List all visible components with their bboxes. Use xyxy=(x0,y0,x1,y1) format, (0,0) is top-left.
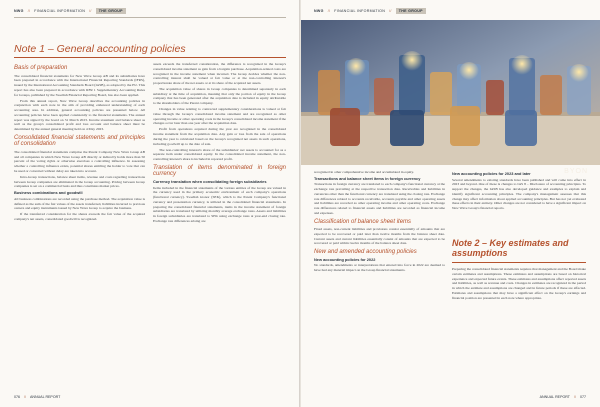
heading-2022-policies: New accounting policies for 2022 xyxy=(314,256,376,262)
spine-gutter xyxy=(299,0,301,407)
header-active-section: THE GROUP xyxy=(96,8,126,14)
paragraph: recognized in other comprehensive income and accumulated in equity. xyxy=(314,170,414,174)
paragraph: No standards, amendments or interpretations that entered into force in 2022 are deemed to have had any material impact on the Group financial statements. xyxy=(314,263,445,273)
heading-new-amended: New and amended accounting policies xyxy=(314,249,417,256)
paragraph: assets exceeds the transferred consideration, the difference is recognized in the Group's consolidated income statement as gain from a bargain purchase. Acquisition-related costs are recognized in the income statement when incurred. The Group decides whether the non-controlling interest shall be valued at fair value or at the non-controlling interest's proportionate share of the net assets or at its share of the acquired net assets. xyxy=(153,62,286,85)
paragraph: Several amendments to existing standards have been published and will come into effect in 2023 and beyond. One of these is changes to IAS 8 – Disclosure of accounting principles. To support the changes, the IASB has also developed guidance and examples to explain and identify significant accounting principles. The company's management assesses that this change may affect information about applied accounting principles. But has not yet evaluated these effects in their entirety. Other changes are not considered to have a significant impact on New Wave Group's financial reports. xyxy=(452,177,586,211)
paragraph: The acquisition value of shares in Group companies is determined separately in each subsidiary at the time of acquisition, meaning that only the portion of equity in the Group company that has been generated after the acquisition date is included in equity attributable to the shareholders of the Parent company. xyxy=(153,86,286,106)
header-brand: NWG xyxy=(14,9,24,13)
paragraph: Items included in the financial statements of the various entities of the Group are valued in the currency used in the primary economic environment of each company's operations (functional currency). Swedish kronor (SEK), which is the Parent Company's functional currency and presentation currency, is utilized in the consolidated financial statements. In preparing the consolidated financial statements, items in the income statement of foreign subsidiaries are translated by utilizing monthly average exchange rates. Assets and liabilities in foreign subsidiaries are translated to SEK using exchange rates at year-end closing rate. Exchange rate differences arising are xyxy=(153,185,286,223)
heading-translation: Translation of items denominated in foreign currency xyxy=(153,164,286,178)
heading-currency-translation: Currency translation when consolidating foreign subsidiaries xyxy=(153,178,267,184)
title-rule xyxy=(452,262,586,263)
page-number: 077 xyxy=(580,395,586,399)
header-section: FINANCIAL INFORMATION xyxy=(34,9,86,13)
title-rule xyxy=(14,57,286,58)
paragraph: The consolidated financial statements for New Wave Group AB and its subsidiaries have been prepared in accordance with the International Financial Reporting Standards (IFRS), issued by the International Accounting Standards Board (IASB), as adopted by the EU. This report has also been prepared in accordance with RFR 1 Supplementary Accounting Rules for Groups, published by the Swedish Financial Reporting Board, has also been applied. xyxy=(14,73,145,97)
note-2-body xyxy=(452,267,586,301)
heading-business: Business combinations and goodwill xyxy=(14,190,83,196)
header-section: FINANCIAL INFORMATION xyxy=(334,9,386,13)
header-rule xyxy=(14,17,286,18)
header-active-section: THE GROUP xyxy=(396,8,426,14)
left-page-footer: 076 // ANNUAL REPORT xyxy=(14,395,61,399)
footer-label: ANNUAL REPORT xyxy=(30,395,61,399)
paragraph: Profit from operations acquired during the year are recognized in the consolidated income statement from the acquisition date. Any gain or loss from the sale of operations during the year is calculated based on the Group's recognized net assets in such operations, including goodwill up to the date of sale. xyxy=(153,127,286,146)
right-page-footer: ANNUAL REPORT // 077 xyxy=(539,395,586,399)
candle-glassware-photo xyxy=(300,20,600,165)
header-brand: NWG xyxy=(314,9,324,13)
note-2-title: Note 2 – Key estimates and assumptions xyxy=(452,238,569,258)
paragraph: Changes in value relating to contracted supplementary considerations is valued at fair value through the Group's consolidated income statement and are recognized as other operating income or other operating costs in the Group's consolidated income statement if the changes occur later than one year after the acquisition date. xyxy=(153,107,286,126)
right-page-header: NWG // FINANCIAL INFORMATION // THE GROUP xyxy=(314,7,586,15)
paragraph: From this annual report, New Wave Group describes the accounting policies in conjunction with each note in the aim of providing enhanced understanding of each accounting area. In addition, general accounting policies are presented below. All accounting policies have been applied consistently to the financial statements. The annual report was signed by the board on 31 March 2023. Income statement and balance sheet as well as the group's consolidated profit and loss account and balance sheet must be determined by the annual general meeting held on 4 May 2023. xyxy=(14,98,145,132)
heading-2023-policies: New accounting policies for 2023 and later xyxy=(452,171,531,176)
heading-consolidated: Consolidated financial statements and principles of consolidation xyxy=(14,134,145,148)
paragraph: The non-controlling interest's share of the subsidiaries' net assets is accounted for as a separate item under consolidated equity. In the consolidated income statement, the non-controlling interest's share is included in reported profit. xyxy=(153,147,286,161)
page-number: 076 xyxy=(14,395,20,399)
brand-watermark: BYON xyxy=(564,168,588,175)
note-1-title: Note 1 – General accounting policies xyxy=(14,43,186,55)
right-page xyxy=(300,0,600,407)
paragraph: If the transferred consideration for the shares exceeds the fair value of the acquired company's net assets, consolidated goodwill is recognized. xyxy=(14,212,145,221)
paragraph: Fixed assets, non-current liabilities and provisions consist essentially of amounts that are expected to be recovered or paid later than twelve months from the balance sheet date. Current assets and current liabilities essentially consist of amounts that are expected to be recovered or paid within twelve months of the balance sheet date. xyxy=(314,227,445,246)
paragraph: Preparing the consolidated financial statements requires that management and the Board make certain estimates and assumptions. These estimates and assumptions are based on historical experience and expected future events. These estimates and assumptions affect reported assets and liabilities, as well as revenue and costs. Changes in estimates are recognized in the period in which the estimate and assumptions are changed and in future periods if these are affected. Estimates and assumptions that may have a significant effect on the Group's earnings and financial position are presented in each note where appropriate. xyxy=(452,267,586,300)
heading-transactions: Transactions and balance sheet items in foreign currency xyxy=(314,175,421,181)
left-page-header: NWG // FINANCIAL INFORMATION // THE GROUP xyxy=(14,7,286,15)
left-column-2 xyxy=(153,62,286,225)
left-column-1 xyxy=(14,62,145,223)
heading-basis: Basis of preparation xyxy=(14,65,68,71)
right-column-1 xyxy=(314,170,445,274)
paragraph: Intra-Group transactions, balance sheet items, revenue and costs regarding transactions between Group companies are eliminated in the Group accounting. Pricing between Group companies is set on a commercial basis and thus constitutes market prices. xyxy=(14,174,145,189)
paragraph: All business combinations are recorded using the purchase method. The acquisition value is defined as the sum of the fair values of the assets transferred, liabilities incurred to previous owners and equity instruments issued by New Wave Group to acquire the business. xyxy=(14,196,145,211)
paragraph: The consolidated financial statements comprise the Parent Company New Wave Group AB and all companies in which New Wave Group AB directly or indirectly holds more than 50 percent of the voting rights or otherwise exercises a controlling influence. In assessing whether a controlling influence exists, potential shares entitling the holder to vote that can be used or converted without delay are taken into account. xyxy=(14,149,145,173)
right-column-2 xyxy=(452,170,586,212)
footer-label: ANNUAL REPORT xyxy=(539,395,570,399)
heading-classification: Classification of balance sheet items xyxy=(314,218,412,225)
paragraph: Transactions in foreign currency are translated to each company's functional currency at the exchange rate prevailing at the respective transaction date. Receivables and liabilities in currencies other than the functional currency are translated using the closing rate. Exchange rate differences related to accounts receivable, accounts payable and other operating assets and liabilities are recorded as other operating income and other operating costs. Exchange rate differences related to financial assets and liabilities are recorded as financial income and expenses. xyxy=(314,182,445,215)
